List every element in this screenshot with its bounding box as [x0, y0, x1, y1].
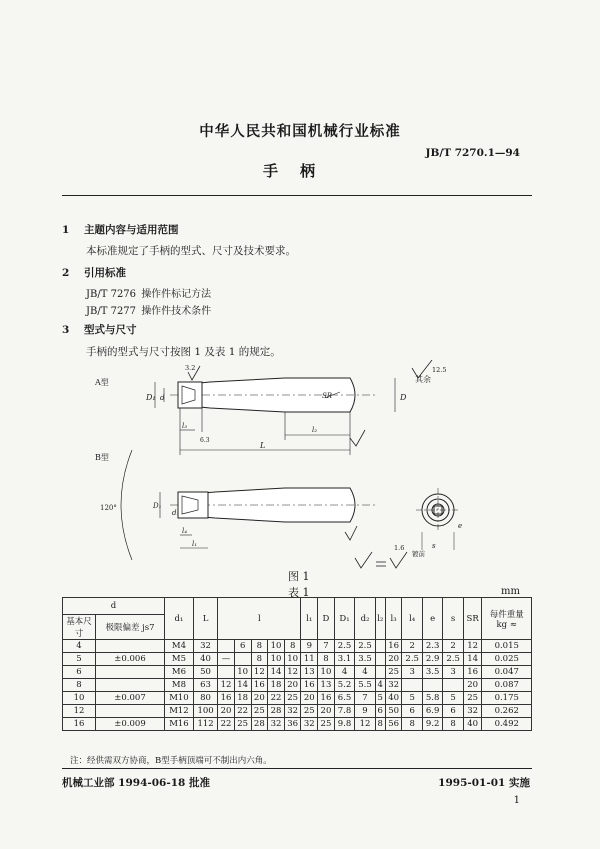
table-cell: 6	[234, 640, 251, 653]
table-cell	[375, 666, 385, 679]
table-cell: 2.5	[402, 653, 422, 666]
table-cell: 18	[268, 679, 285, 692]
table-cell: 3.1	[334, 653, 354, 666]
table-cell: 80	[193, 692, 217, 705]
section-1-heading: 1 主题内容与适用范围	[62, 224, 179, 236]
table-cell: 0.047	[482, 666, 532, 679]
table-cell: 16	[385, 640, 402, 653]
table-cell: 8	[284, 640, 301, 653]
table-cell: 8	[251, 640, 268, 653]
table-cell	[218, 640, 235, 653]
table-cell: 13	[301, 666, 318, 679]
table-cell: 32	[385, 679, 402, 692]
dim-sr-label: SR	[322, 392, 333, 400]
table-cell: 16	[251, 679, 268, 692]
table-cell: 2.5	[443, 653, 463, 666]
table-cell: 10	[268, 640, 285, 653]
table-cell: 9	[301, 640, 318, 653]
table-cell: M16	[165, 718, 194, 731]
header-d: d	[63, 598, 165, 615]
table-cell	[96, 640, 165, 653]
dim-l2-label: l₂	[312, 426, 318, 434]
header-weight: 每件重量 kg ≈	[482, 598, 532, 640]
table-cell	[443, 679, 463, 692]
table-cell: 9	[355, 705, 375, 718]
header-base-size: 基本尺寸	[63, 615, 96, 640]
table-cell: 32	[284, 705, 301, 718]
table-cell	[96, 705, 165, 718]
table-cell: 8	[443, 718, 463, 731]
header-d2: d₂	[355, 598, 375, 640]
table-row	[63, 692, 532, 705]
table-cell: 40	[463, 718, 482, 731]
header-tolerance: 极限偏差 js7	[96, 615, 165, 640]
table-caption: 表 1	[288, 586, 310, 599]
table-cell: 13	[318, 679, 335, 692]
header-L: L	[193, 598, 217, 640]
table-cell: 28	[268, 705, 285, 718]
header-l1: l₁	[301, 598, 318, 640]
table-cell: 2.5	[334, 640, 354, 653]
rest-value: 12.5	[432, 366, 447, 374]
handle-drawing	[60, 360, 540, 580]
table-cell: 3	[402, 666, 422, 679]
roughness-a-value: 3.2	[185, 364, 196, 372]
header-l3: l₃	[385, 598, 402, 640]
table-cell: 4	[63, 640, 96, 653]
table-cell: 16	[463, 666, 482, 679]
table-cell: 14	[268, 666, 285, 679]
table-cell: 8	[318, 653, 335, 666]
header-d1: d₁	[165, 598, 194, 640]
table-cell: M4	[165, 640, 194, 653]
table-cell: 40	[193, 653, 217, 666]
table-row	[63, 666, 532, 679]
table-cell: 0.015	[482, 640, 532, 653]
table-cell: 6.5	[334, 692, 354, 705]
rest-label: 其余	[415, 375, 431, 384]
table-cell: 12	[463, 640, 482, 653]
table-cell: 32	[268, 718, 285, 731]
table-cell: 12	[284, 666, 301, 679]
table-row	[63, 705, 532, 718]
table-cell: 8	[375, 718, 385, 731]
table-cell: M8	[165, 679, 194, 692]
table-cell: 5	[63, 653, 96, 666]
table-cell: 22	[234, 705, 251, 718]
table-cell: 12	[63, 705, 96, 718]
table-cell: 6	[402, 705, 422, 718]
table-cell: 32	[193, 640, 217, 653]
table-cell: 10	[318, 666, 335, 679]
document-title: 手柄	[262, 162, 337, 180]
table-row	[63, 679, 532, 692]
table-cell: M6	[165, 666, 194, 679]
table-cell: 5	[402, 692, 422, 705]
header-e: e	[422, 598, 442, 640]
dim-l4-label: l₄	[182, 527, 188, 535]
table-cell: 20	[301, 692, 318, 705]
issuing-organization: 中华人民共和国机械行业标准	[199, 123, 401, 140]
table-cell: 40	[385, 692, 402, 705]
table-cell: 10	[234, 666, 251, 679]
table-cell: 12	[355, 718, 375, 731]
table-cell: 0.025	[482, 653, 532, 666]
unit-label: mm	[501, 586, 520, 597]
table-cell	[234, 653, 251, 666]
table-cell: 6	[375, 705, 385, 718]
dim-L-label: L	[260, 441, 266, 450]
table-cell: 28	[251, 718, 268, 731]
table-cell	[218, 666, 235, 679]
table-cell: 32	[463, 705, 482, 718]
type-b-label: B型	[95, 453, 109, 462]
table-cell: 25	[385, 666, 402, 679]
table-cell	[422, 679, 442, 692]
table-cell: 20	[251, 692, 268, 705]
table-cell: 5	[443, 692, 463, 705]
table-cell	[375, 640, 385, 653]
table-cell: 25	[301, 705, 318, 718]
table-cell: 10	[268, 653, 285, 666]
section-3-heading: 3 型式与尺寸	[62, 324, 137, 336]
table-cell: 6	[443, 705, 463, 718]
table-cell: ±0.006	[96, 653, 165, 666]
table-cell: —	[218, 653, 235, 666]
table-cell: 16	[218, 692, 235, 705]
figure-caption: 图 1	[288, 570, 310, 583]
table-cell: ±0.007	[96, 692, 165, 705]
table-cell: 36	[284, 718, 301, 731]
table-cell	[402, 679, 422, 692]
table-cell: 9.2	[422, 718, 442, 731]
table-cell: 16	[301, 679, 318, 692]
table-cell: 63	[193, 679, 217, 692]
table-cell: 0.492	[482, 718, 532, 731]
table-cell: 14	[463, 653, 482, 666]
table-cell: 4	[334, 666, 354, 679]
table-cell: 5.5	[355, 679, 375, 692]
table-cell: M12	[165, 705, 194, 718]
table-cell: 25	[318, 718, 335, 731]
table-cell: 6	[63, 666, 96, 679]
table-cell: 6.9	[422, 705, 442, 718]
table-cell: 20	[318, 705, 335, 718]
table-cell: 25	[234, 718, 251, 731]
header-l: l	[218, 598, 301, 640]
header-SR: SR	[463, 598, 482, 640]
table-cell: 3.5	[422, 666, 442, 679]
footer-rule	[62, 768, 532, 769]
reference-item: JB/T 7277 操作件技术条件	[86, 306, 212, 317]
table-cell: 2	[402, 640, 422, 653]
dim-D1-b-label: D₁	[153, 502, 162, 510]
table-cell: 22	[218, 718, 235, 731]
dim-d1-small-label: d₁	[172, 509, 180, 517]
table-cell: 20	[463, 679, 482, 692]
page-number: 1	[513, 795, 520, 806]
table-cell: 20	[218, 705, 235, 718]
dim-e-label: e	[458, 522, 463, 530]
table-cell: 5	[375, 692, 385, 705]
table-cell: 22	[268, 692, 285, 705]
angle-label: 120°	[100, 504, 117, 512]
table-cell: 56	[385, 718, 402, 731]
table-cell: 0.262	[482, 705, 532, 718]
table-cell: 20	[284, 679, 301, 692]
plating-label: 镀前	[412, 550, 425, 558]
table-cell: 14	[234, 679, 251, 692]
table-cell: 25	[463, 692, 482, 705]
table-cell: 50	[193, 666, 217, 679]
table-cell: 25	[284, 692, 301, 705]
table-row	[63, 718, 532, 731]
table-cell: 25	[251, 705, 268, 718]
dim-d-label: d	[160, 394, 165, 402]
table-cell: 5.2	[334, 679, 354, 692]
table-cell: 2.3	[422, 640, 442, 653]
roughness-b-value: 1.6	[394, 544, 405, 552]
table-cell: 12	[251, 666, 268, 679]
dimension-table	[62, 597, 532, 731]
approval-info: 机械工业部 1994-06-18 批准	[62, 777, 210, 789]
type-a-label: A型	[95, 378, 109, 387]
table-cell: 7.8	[334, 705, 354, 718]
table-row	[63, 653, 532, 666]
table-cell: 10	[284, 653, 301, 666]
table-cell: 3	[443, 666, 463, 679]
reference-item: JB/T 7276 操作件标记方法	[86, 289, 212, 300]
table-cell: 18	[234, 692, 251, 705]
implementation-date: 1995-01-01 实施	[438, 777, 530, 789]
table-cell: 9.8	[334, 718, 354, 731]
dim-l3-label: l₃	[182, 422, 188, 430]
table-row	[63, 640, 532, 653]
table-cell: 12	[218, 679, 235, 692]
table-cell: 3.5	[355, 653, 375, 666]
header-l2: l₂	[375, 598, 385, 640]
dim-h-label: 6.3	[200, 437, 210, 444]
dim-l1-label: l₁	[192, 540, 198, 548]
table-cell: 20	[385, 653, 402, 666]
table-cell: 10	[63, 692, 96, 705]
header-D1: D₁	[334, 598, 354, 640]
table-cell: M10	[165, 692, 194, 705]
table-cell: 11	[301, 653, 318, 666]
section-3-text: 手柄的型式与尺寸按图 1 及表 1 的规定。	[86, 346, 281, 358]
table-cell: 7	[318, 640, 335, 653]
table-cell: 8	[251, 653, 268, 666]
table-cell: 2.9	[422, 653, 442, 666]
table-cell: 2.5	[355, 640, 375, 653]
table-cell	[96, 679, 165, 692]
table-cell: 16	[63, 718, 96, 731]
table-cell: 2	[443, 640, 463, 653]
table-cell: 8	[402, 718, 422, 731]
table-cell: ±0.009	[96, 718, 165, 731]
dim-s-label: s	[432, 542, 436, 550]
header-s: s	[443, 598, 463, 640]
header-rule	[62, 195, 532, 196]
table-cell: 112	[193, 718, 217, 731]
table-cell: 16	[318, 692, 335, 705]
table-cell: 7	[355, 692, 375, 705]
section-1-text: 本标准规定了手柄的型式、尺寸及技术要求。	[86, 245, 296, 257]
header-D: D	[318, 598, 335, 640]
table-note: 注：经供需双方协商，B型手柄顶端可不制出内六角。	[70, 756, 272, 766]
table-cell: 100	[193, 705, 217, 718]
table-cell: 5.8	[422, 692, 442, 705]
table-cell: 32	[301, 718, 318, 731]
table-cell	[96, 666, 165, 679]
table-cell: 0.087	[482, 679, 532, 692]
dim-d1-label: D₁	[146, 393, 156, 402]
dim-D-label: D	[400, 393, 407, 402]
table-cell: 4	[375, 679, 385, 692]
table-cell: 4	[355, 666, 375, 679]
section-2-heading: 2 引用标准	[62, 267, 126, 279]
table-cell: 8	[63, 679, 96, 692]
header-l4: l₄	[402, 598, 422, 640]
table-cell	[375, 653, 385, 666]
table-cell: M5	[165, 653, 194, 666]
table-cell: 50	[385, 705, 402, 718]
table-cell: 0.175	[482, 692, 532, 705]
standard-code: JB/T 7270.1—94	[425, 147, 520, 159]
